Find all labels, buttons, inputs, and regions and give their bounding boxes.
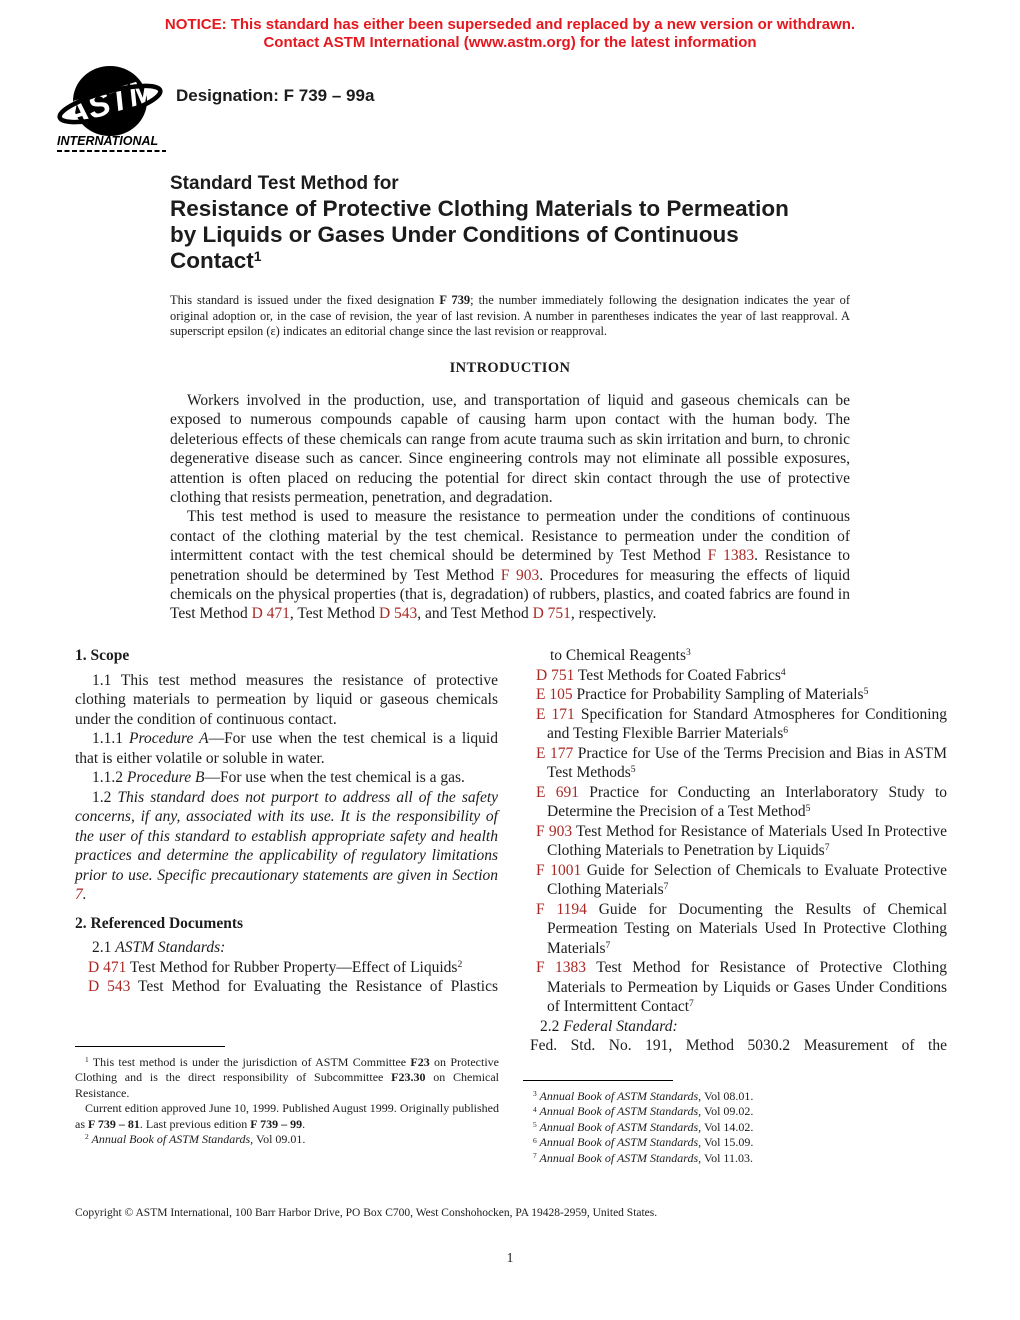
footnote-6: $^6$ Annual Book of ASTM Standards, Vol 15.09.: [533, 1135, 754, 1150]
scope-paragraph-1-1-1: 1.1.1 Procedure A—For use when the test chemical is a liquid that is either volatile or soluble in water.: [75, 730, 498, 767]
logo-international-text: INTERNATIONAL: [57, 134, 159, 148]
scope-paragraph-1-1-2: 1.1.2 Procedure B—For use when the test chemical is a gas.: [92, 769, 465, 786]
astm-reference-link[interactable]: F 903: [536, 822, 573, 840]
astm-reference-link[interactable]: D 751: [536, 666, 575, 684]
reference-item: D 543 Test Method for Evaluating the Resistance of Plastics: [88, 978, 498, 995]
footnote-divider: [523, 1080, 673, 1081]
right-column: [523, 646, 947, 1056]
astm-logo: [56, 64, 176, 161]
title-kicker: Standard Test Method for: [170, 173, 399, 194]
astm-reference-link[interactable]: F 1001: [536, 861, 582, 879]
federal-standard-label: 2.2 Federal Standard:: [540, 1017, 678, 1035]
issuance-note: This standard is issued under the fixed designation F 739; the number immediately following the designation indicates the year of original adoption or, in the case of revision, the year of last revision. A number in parentheses indicates the year of last reapproval. A superscript epsilon (ε) indicates an editorial change since the last revision or reapproval.: [170, 293, 851, 339]
astm-reference-link[interactable]: E 691: [536, 783, 579, 801]
astm-reference-link[interactable]: D 751: [532, 605, 571, 623]
footnotes-left: [75, 1046, 499, 1147]
page-number: 1: [506, 1250, 514, 1265]
title-line-1: Resistance of Protective Clothing Materials to Permeation: [170, 196, 789, 221]
astm-standards-label: 2.1 ASTM Standards:: [92, 939, 226, 956]
footnote-3: $^3$ Annual Book of ASTM Standards, Vol 08.01.: [533, 1089, 754, 1103]
introduction-paragraph-2: This test method is used to measure the resistance to permeation under the conditions of continuous contact of the clothing material by the test chemical. Resistance to permeation under the condition of intermittent contact with the test chemical should be determined by Test Method F 1383. Resistance to penetration should be determined by Test Method F 903. Procedures for measuring the effects of liquid chemicals on the physical properties (that is, degradation) of rubbers, plastics, and coated fabrics are found in Test Method D 471, Test Method D 543, and Test Method D 751, respectively.: [170, 508, 851, 623]
footnote-2: $^2$ Annual Book of ASTM Standards, Vol 09.01.: [85, 1132, 306, 1147]
astm-reference-link[interactable]: F 903: [500, 566, 540, 584]
title-line-3: Contact$^1$: [170, 248, 262, 273]
reference-item: F 1383 Test Method for Resistance of Protective Clothing Materials to Permeation by Liquids or Gases Under Conditions of Intermittent Contact$^7$: [536, 959, 947, 1015]
introduction-paragraph-1: Workers involved in the production, use, and transportation of liquid and gaseous chemicals can be exposed to numerous compounds capable of causing harm upon contact with the human body. The deleterious effects of these chemicals can range from acute trauma such as skin irritation and burn, to chronic degenerative disease such as cancer. Since engineering controls may not eliminate all possible exposures, attention is often placed on reducing the potential for direct skin contact through the use of protective clothing that resists permeation, penetration, and degradation.: [170, 392, 850, 507]
reference-item: F 1194 Guide for Documenting the Results of Chemical Permeation Testing on Materials Used In Protective Clothing Materials$^7$: [536, 900, 947, 957]
reference-item: F 903 Test Method for Resistance of Materials Used In Protective Clothing Materials to Penetration by Liquids$^7$: [536, 822, 947, 859]
footnote-7: $^7$ Annual Book of ASTM Standards, Vol 11.03.: [533, 1150, 753, 1165]
document-title: [170, 172, 870, 274]
supersession-notice: [0, 16, 1020, 52]
reference-item: D 751 Test Methods for Coated Fabrics$^4$: [536, 666, 786, 684]
scope-heading: 1. Scope: [75, 647, 130, 664]
title-line-2: by Liquids or Gases Under Conditions of Continuous: [170, 222, 739, 247]
astm-globe-icon: [56, 64, 176, 156]
footnote-5: $^5$ Annual Book of ASTM Standards, Vol 14.02.: [533, 1119, 754, 1134]
footnote-4: $^4$ Annual Book of ASTM Standards, Vol 09.02.: [533, 1104, 754, 1119]
astm-reference-link[interactable]: F 1383: [707, 547, 755, 565]
astm-reference-link[interactable]: F 1194: [536, 900, 587, 918]
footnote-divider: [75, 1046, 225, 1047]
introduction-body: [170, 391, 850, 624]
astm-reference-link[interactable]: F 1383: [536, 959, 587, 976]
astm-reference-link[interactable]: E 105: [536, 686, 573, 703]
footnotes-right: [523, 1080, 947, 1166]
designation: Designation: F 739 – 99a: [176, 86, 375, 105]
astm-reference-link[interactable]: E 171: [536, 705, 575, 723]
referenced-documents-heading: 2. Referenced Documents: [75, 914, 244, 932]
astm-reference-link[interactable]: D 471: [251, 605, 290, 623]
astm-reference-link[interactable]: D 471: [88, 958, 127, 976]
federal-standard-item: Fed. Std. No. 191, Method 5030.2 Measurement of the: [530, 1037, 947, 1054]
left-column: [75, 646, 498, 997]
reference-item-continuation: to Chemical Reagents$^3$: [550, 647, 691, 664]
astm-reference-link[interactable]: 7: [75, 886, 83, 903]
notice-line-1: NOTICE: This standard has either been superseded and replaced by a new version or withdrawn.: [164, 16, 856, 33]
reference-item: E 691 Practice for Conducting an Interlaboratory Study to Determine the Precision of a Test Method$^5$: [536, 783, 948, 820]
reference-item: E 105 Practice for Probability Sampling of Materials$^5$: [536, 686, 869, 703]
reference-item: E 171 Specification for Standard Atmospheres for Conditioning and Testing Flexible Barrier Materials$^6$: [536, 705, 947, 742]
footnote-edition: Current edition approved June 10, 1999. Published August 1999. Originally published as F 739 – 81. Last previous edition F 739 – 99.: [75, 1101, 499, 1131]
scope-paragraph-1-2: 1.2 This standard does not purport to address all of the safety concerns, if any, associated with its use. It is the responsibility of the user of this standard to establish appropriate safety and health practices and determine the applicability of regulatory limitations prior to use. Specific precautionary statements are given in Section 7.: [75, 788, 499, 903]
astm-reference-link[interactable]: D 543: [88, 978, 131, 995]
astm-reference-link[interactable]: D 543: [378, 605, 418, 623]
footnote-1: $^1$ This test method is under the jurisdiction of ASTM Committee F23 on Protective Clothing and is the direct responsibility of Subcommittee F23.30 on Chemical Resistance.: [75, 1055, 500, 1100]
logo-astm-text: ASTM: [60, 70, 161, 133]
reference-item: E 177 Practice for Use of the Terms Precision and Bias in ASTM Test Methods$^5$: [536, 744, 948, 781]
scope-paragraph-1-1: 1.1 This test method measures the resistance of protective clothing materials to permeation by liquid or gaseous chemicals under the condition of continuous contact.: [75, 671, 498, 728]
introduction-heading: INTRODUCTION: [449, 360, 571, 376]
reference-item: F 1001 Guide for Selection of Chemicals to Evaluate Protective Clothing Materials$^7$: [536, 861, 948, 898]
reference-item: D 471 Test Method for Rubber Property—Effect of Liquids$^2$: [88, 958, 463, 976]
astm-reference-link[interactable]: E 177: [536, 744, 574, 762]
copyright-line: Copyright © ASTM International, 100 Barr Harbor Drive, PO Box C700, West Conshohocken, PA 19428-2959, United States.: [75, 1207, 658, 1219]
notice-line-2: Contact ASTM International (www.astm.org) for the latest information: [263, 34, 757, 51]
